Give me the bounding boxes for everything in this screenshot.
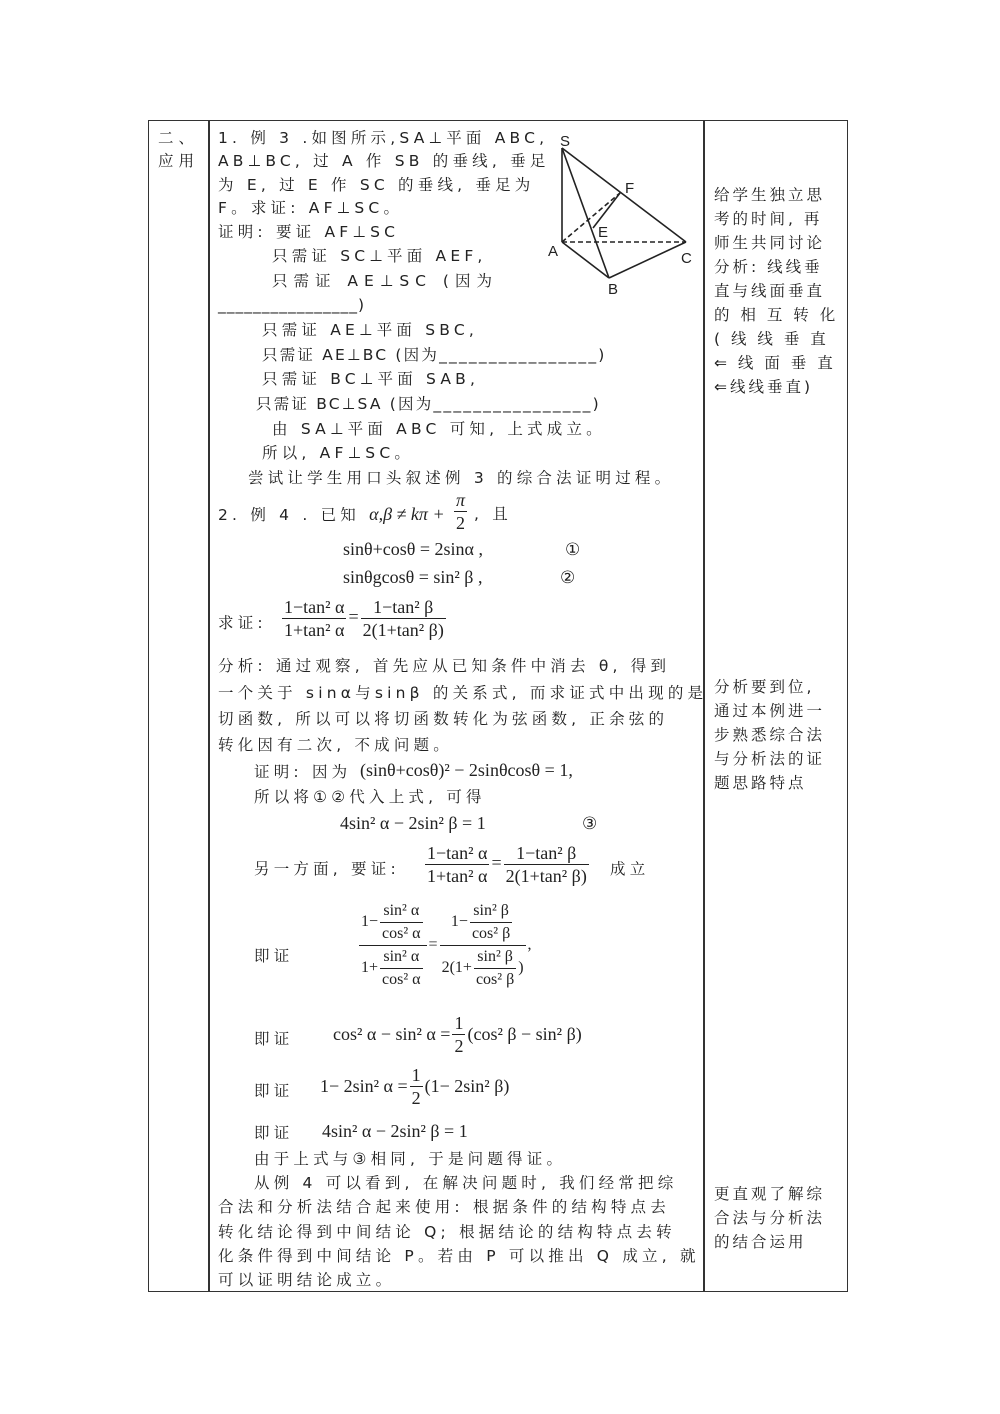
- label-c: C: [681, 250, 692, 267]
- summary-line: 化条件得到中间结论 P。若由 P 可以推出 Q 成立, 就: [218, 1247, 700, 1265]
- pyramid-figure: [540, 130, 700, 300]
- teaching-note-1: 给学生独立思 考的时间, 再 师生共同讨论 分析: 线线垂 直与线面垂直 的 相 互 转 化 ( 线 线 垂 直 ⇐ 线 面 垂 直 ⇐线线垂直): [714, 186, 839, 396]
- pi-over-2: $\frac{\pi}{2}$: [456, 490, 466, 533]
- analysis-line: 转化因有二次, 不成问题。: [218, 736, 453, 754]
- instruction-line: 尝试让学生用口头叙述例 3 的综合法证明过程。: [248, 469, 675, 487]
- proof-identity: (sinθ+cosθ)² − 2sinθcosθ = 1,: [360, 760, 573, 780]
- other-side-text: 另一方面, 要证:: [254, 860, 400, 878]
- proof-line: 只需证 AE⊥平面 SBC,: [262, 321, 479, 339]
- column-divider-1: [208, 120, 210, 1292]
- step2-equation: cos² α − sin² α = $\frac{1}{2}$ (cos² β − sin² β): [333, 1013, 582, 1056]
- example4-intro: 2. 例 4 . 已知 α,β ≠ kπ +: [218, 504, 445, 524]
- proof-line: 只需证 BC⊥平面 SAB,: [262, 370, 480, 388]
- label-e: E: [598, 224, 609, 241]
- proof-label: 证明: 因为: [254, 763, 352, 781]
- blank-line: ________________): [218, 296, 366, 314]
- section-title: 应用: [158, 152, 200, 170]
- proof-line: 证明: 要证 AF⊥SC: [218, 223, 400, 241]
- goal-equation: $\frac{\text{1−tan² α}}{\text{1+tan² α}}$ = $\frac{\text{1−tan² β}}{\text{2(1+tan² β)}}$: [284, 597, 444, 640]
- step-label: 即证: [254, 1082, 294, 1100]
- label-a: A: [548, 243, 559, 260]
- column-divider-2: [703, 120, 705, 1292]
- proof-line: 由 SA⊥平面 ABC 可知, 上式成立。: [272, 420, 606, 438]
- analysis-line: 一个关于 sinα与sinβ 的关系式, 而求证式中出现的是: [218, 684, 708, 702]
- teaching-note-3: 更直观了解综 合法与分析法 的结合运用: [714, 1185, 826, 1251]
- summary-line: 从例 4 可以看到, 在解决问题时, 我们经常把综: [254, 1174, 678, 1192]
- prove-label: 求证:: [218, 614, 267, 632]
- proof-line: 只需证 BC⊥SA (因为________________): [256, 395, 601, 413]
- summary-line: 转化结论得到中间结论 Q; 根据结论的结构特点去转: [218, 1223, 676, 1241]
- step-label: 即证: [254, 1124, 294, 1142]
- label-f: F: [625, 180, 635, 197]
- label-b: B: [608, 281, 619, 298]
- step4-equation: 4sin² α − 2sin² β = 1: [322, 1121, 468, 1141]
- teaching-note-2: 分析要到位, 通过本例进一 步熟悉综合法 与分析法的证 题思路特点: [714, 678, 826, 792]
- step-label: 即证: [254, 947, 294, 965]
- section-number: 二、: [158, 129, 200, 147]
- and-text: , 且: [474, 505, 512, 523]
- given-eq2: sinθgcosθ = sin² β ,: [343, 567, 483, 587]
- example3-line: AB⊥BC, 过 A 作 SB 的垂线, 垂足: [218, 152, 550, 170]
- mark-3: ③: [582, 814, 598, 834]
- condition-expr: α,β ≠ kπ +: [369, 504, 445, 524]
- summary-line: 可以证明结论成立。: [218, 1271, 396, 1289]
- step3-equation: 1− 2sin² α = $\frac{1}{2}$ (1− 2sin² β): [320, 1065, 510, 1108]
- proof-line: 只需证 AE⊥BC (因为________________): [262, 346, 607, 364]
- proof-line: 所以, AF⊥SC。: [262, 444, 415, 462]
- label-s: S: [560, 133, 571, 150]
- goal-equation-2: $\frac{\text{1−tan² α}}{\text{1+tan² α}}$ = $\frac{\text{1−tan² β}}{\text{2(1+tan² β)}}$: [427, 843, 587, 886]
- example3-line: 1. 例 3 .如图所示,SA⊥平面 ABC,: [218, 129, 549, 147]
- step1-equation: 1− $\frac{\text{sin² α}}{\text{cos² α}}$ 1+ $\frac{\text{sin² α}}{\text{cos² α}}$ = 1− $\frac{\text{sin² β}}{\text{cos² β}}$ 2(1+ $\frac{\text{sin² β}}{\text{cos² β}}$ ) ,: [361, 902, 532, 988]
- eq3: 4sin² α − 2sin² β = 1: [340, 813, 486, 833]
- mark-1: ①: [565, 540, 581, 560]
- summary-line: 合法和分析法结合起来使用: 根据条件的结构特点去: [218, 1198, 670, 1216]
- analysis-line: 切函数, 所以可以将切函数转化为弦函数, 正余弦的: [218, 710, 669, 728]
- holds-text: 成立: [610, 860, 650, 878]
- example3-line: F。求证: AF⊥SC。: [218, 199, 404, 217]
- substitute-text: 所以将①②代入上式, 可得: [254, 788, 486, 806]
- step-label: 即证: [254, 1030, 294, 1048]
- analysis-line: 分析: 通过观察, 首先应从已知条件中消去 θ, 得到: [218, 657, 671, 675]
- mark-2: ②: [560, 568, 576, 588]
- given-eq1: sinθ+cosθ = 2sinα ,: [343, 539, 483, 559]
- conclusion-text: 由于上式与③相同, 于是问题得证。: [254, 1150, 567, 1168]
- example3-line: 为 E, 过 E 作 SC 的垂线, 垂足为: [218, 176, 535, 194]
- proof-line: 只需证 AE⊥SC (因为: [272, 272, 498, 290]
- proof-line: 只需证 SC⊥平面 AEF,: [272, 247, 487, 265]
